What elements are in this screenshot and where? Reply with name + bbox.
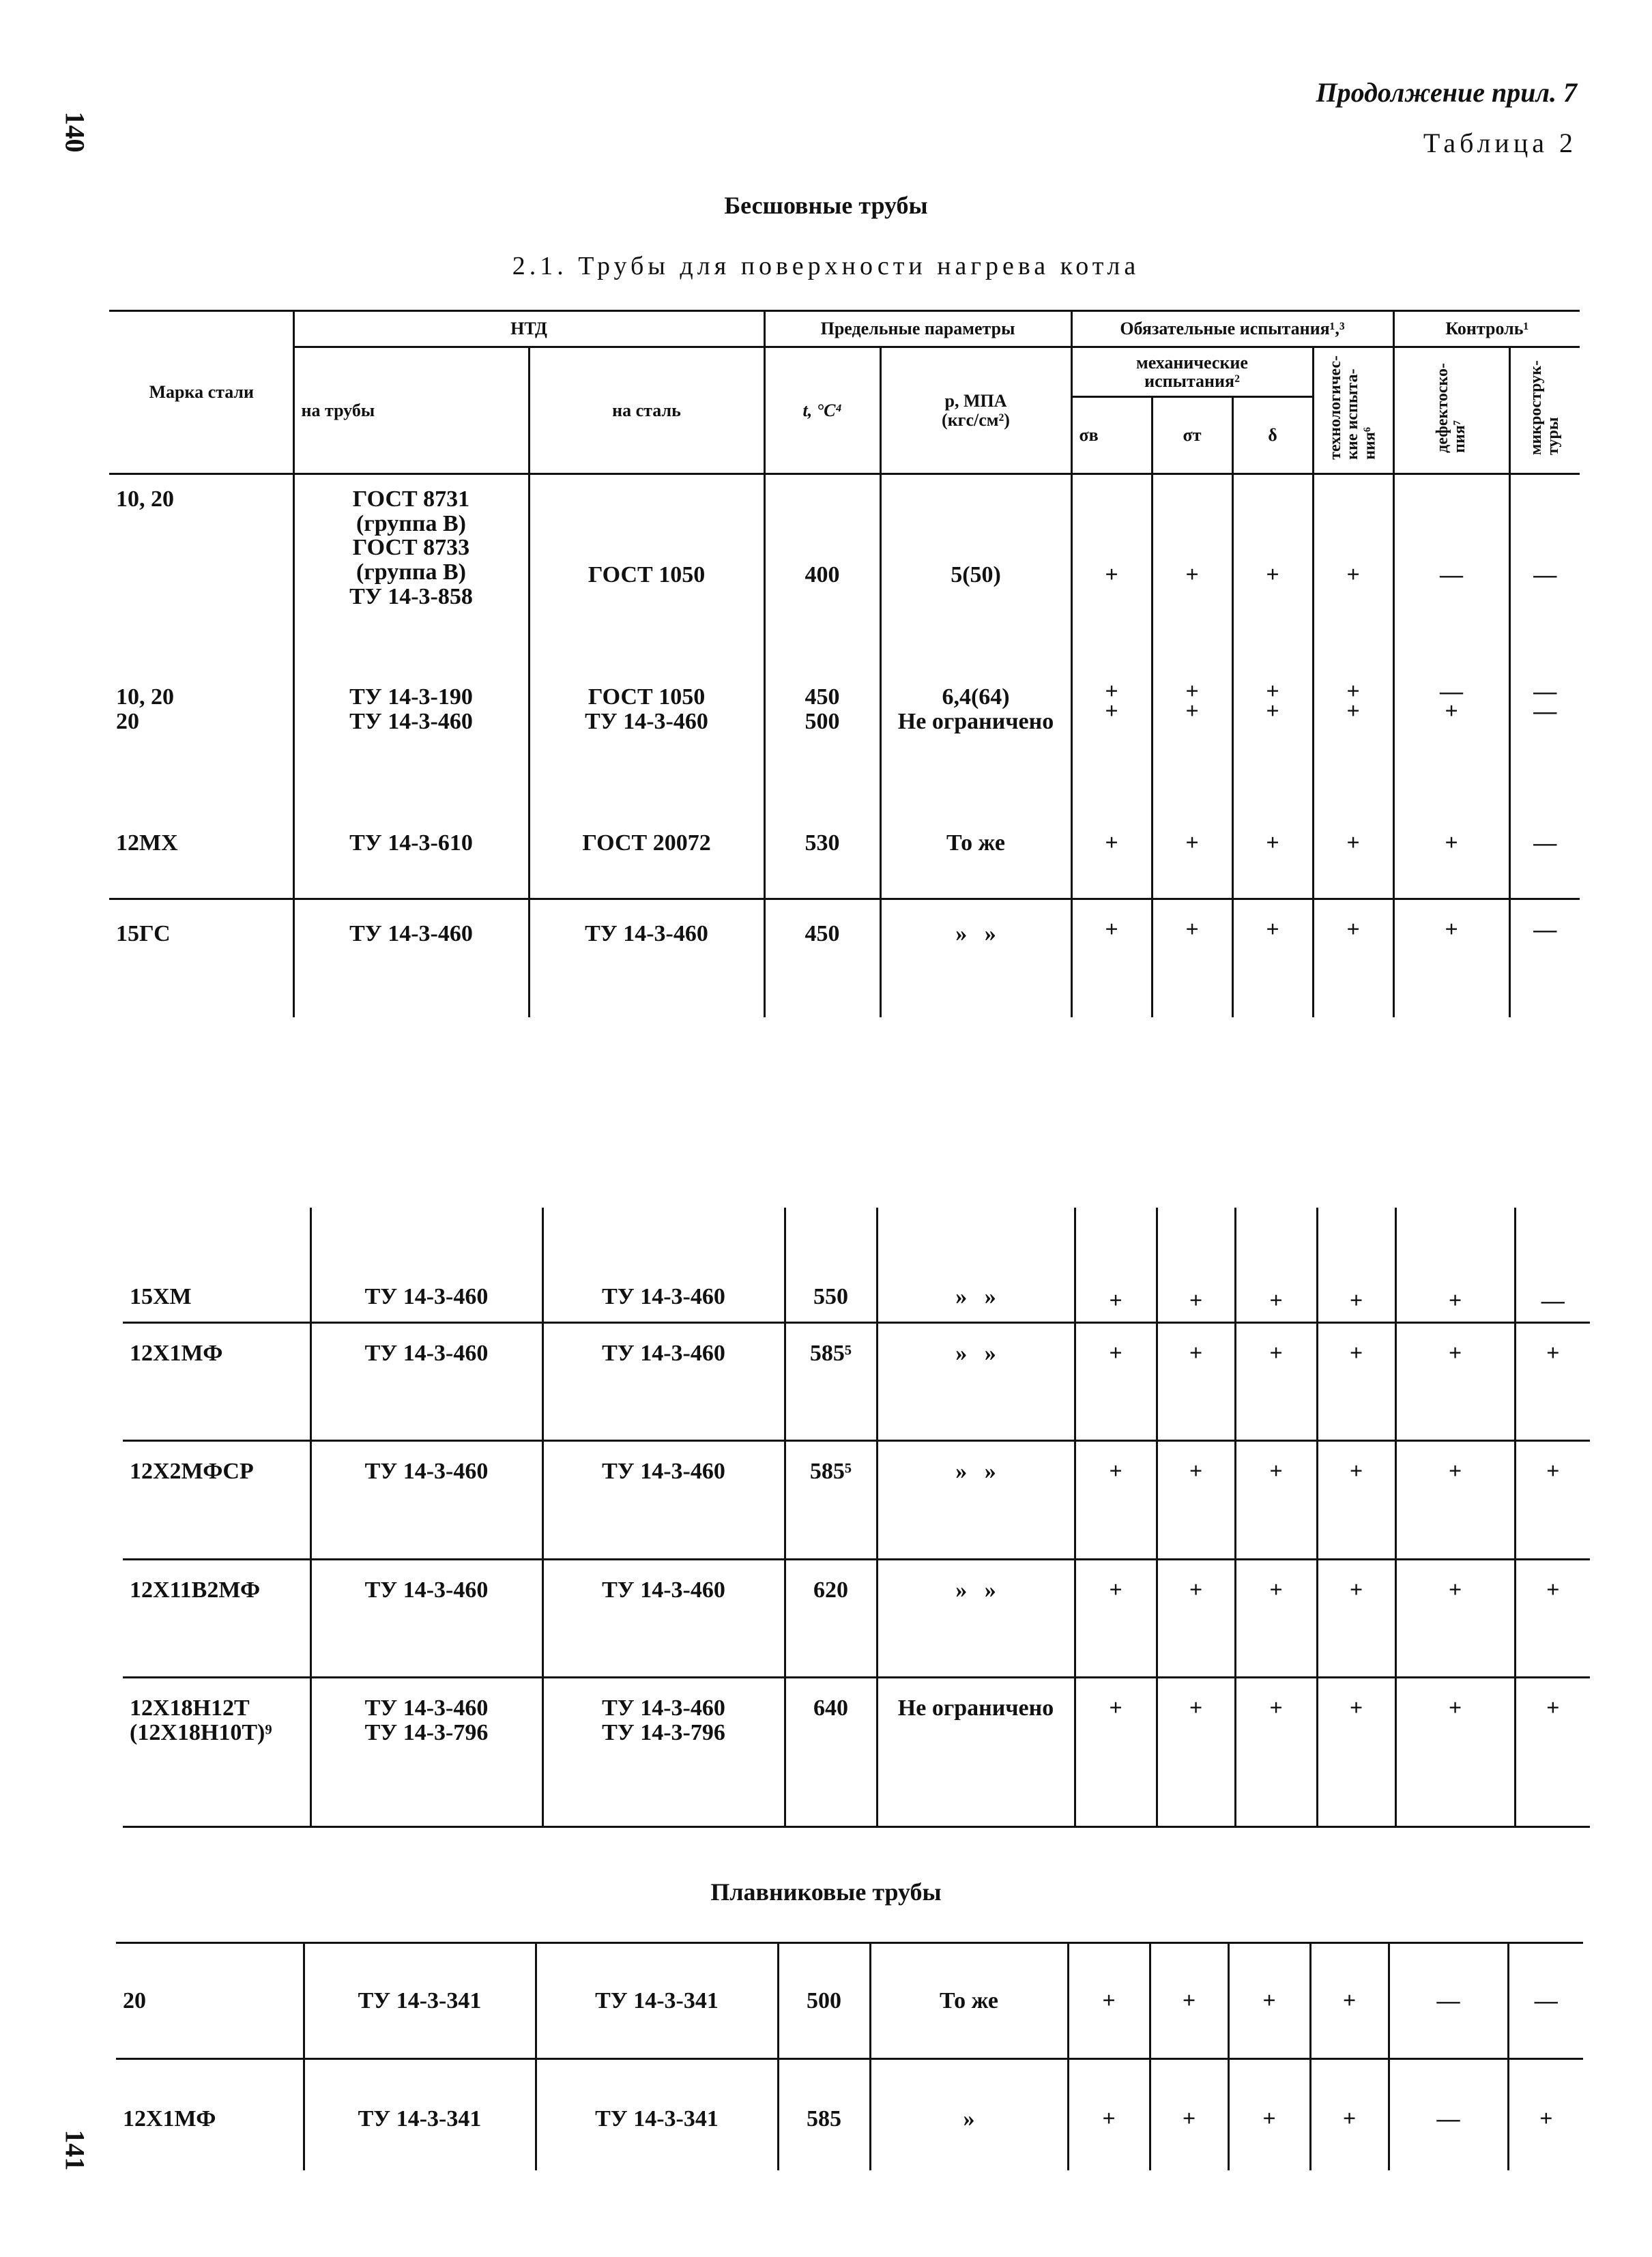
cell-delta: + <box>1228 2068 1310 2170</box>
col-tech <box>1313 347 1393 474</box>
fin-pipes-table <box>116 1942 1583 2170</box>
table-label: Таблица 2 <box>1423 128 1577 158</box>
cell-pressure: То же <box>880 789 1071 899</box>
cell-ntd-steel: ТУ 14-3-460 <box>542 1450 785 1559</box>
cell-defect: — + <box>1393 675 1509 781</box>
cell-ntd-pipes: ГОСТ 8731 (группа В) ГОСТ 8733 (группа В) ТУ 14-3-858 <box>293 483 529 667</box>
cell-micro: + <box>1515 1332 1590 1441</box>
cell-defect: + <box>1395 1332 1515 1441</box>
cell-sigma-t: + <box>1152 483 1232 667</box>
table-row <box>116 1943 1583 2059</box>
cell-sigma-t: + + <box>1152 675 1232 781</box>
cell-ntd-pipes: ТУ 14-3-460 <box>310 1208 542 1322</box>
cell-steel: 12МХ <box>109 789 293 899</box>
cell-ntd-steel: ТУ 14-3-460 <box>542 1569 785 1678</box>
cell-delta: + <box>1235 1208 1317 1322</box>
cell-pressure: » <box>870 2068 1068 2170</box>
cell-steel: 12Х1МФ <box>116 2068 304 2170</box>
cell-ntd-steel: ТУ 14-3-460 <box>542 1208 785 1322</box>
cell-delta: + <box>1235 1569 1317 1678</box>
table-row <box>123 1450 1590 1559</box>
cell-ntd-pipes: ТУ 14-3-460 <box>293 908 529 1017</box>
cell-pressure: » » <box>877 1208 1075 1322</box>
cell-temp: 585⁵ <box>785 1332 877 1441</box>
col-micro <box>1509 347 1580 474</box>
cell-sigma-v: + <box>1071 789 1152 899</box>
cell-temp: 530 <box>764 789 880 899</box>
cell-delta: + <box>1235 1450 1317 1559</box>
col-steel: Марка стали <box>109 311 293 474</box>
cell-defect: + <box>1395 1450 1515 1559</box>
col-pressure: p, МПА (кгс/см²) <box>880 347 1071 474</box>
cell-ntd-steel: ТУ 14-3-341 <box>536 2068 778 2170</box>
cell-tech: + + <box>1313 675 1393 781</box>
fins-title: Плавниковые трубы <box>710 1878 942 1906</box>
cell-ntd-pipes: ТУ 14-3-460 ТУ 14-3-796 <box>310 1687 542 1826</box>
cell-micro: + <box>1508 2068 1583 2170</box>
cell-sigma-t: + <box>1152 789 1232 899</box>
cell-steel: 12Х18Н12Т (12Х18Н10Т)⁹ <box>123 1687 310 1826</box>
cell-micro: — <box>1509 483 1580 667</box>
cell-temp: 450 500 <box>764 675 880 781</box>
cell-delta: + <box>1232 483 1313 667</box>
cell-steel: 12Х1МФ <box>123 1332 310 1441</box>
cell-pressure: » » <box>877 1450 1075 1559</box>
cell-temp: 400 <box>764 483 880 667</box>
cell-delta: + <box>1235 1687 1317 1826</box>
col-micro-label: микрострук- туры <box>1527 360 1563 456</box>
cell-tech: + <box>1317 1208 1395 1322</box>
col-sigma-v: σв <box>1071 397 1152 474</box>
col-temp: t, °C⁴ <box>764 347 880 474</box>
cell-steel: 10, 20 20 <box>109 675 293 781</box>
col-control: Контроль¹ <box>1393 311 1580 347</box>
cell-tech: + <box>1313 789 1393 899</box>
cell-defect: + <box>1395 1569 1515 1678</box>
cell-tech: + <box>1310 1943 1389 2059</box>
cell-ntd-steel: ТУ 14-3-460 <box>542 1332 785 1441</box>
cell-pressure: Не ограничено <box>877 1687 1075 1826</box>
cell-ntd-pipes: ТУ 14-3-341 <box>304 1943 536 2059</box>
col-mandatory: Обязательные испытания¹,³ <box>1071 311 1393 347</box>
cell-sigma-v: + <box>1068 2068 1150 2170</box>
cell-pressure: » » <box>880 908 1071 1017</box>
subsection-title: 2.1. Трубы для поверхности нагрева котла <box>512 252 1140 280</box>
col-tech-label: технологичес- кие испыта- ния⁶ <box>1327 355 1379 461</box>
page-number-top: 140 <box>59 111 91 153</box>
cell-ntd-steel: ГОСТ 1050 ТУ 14-3-460 <box>529 675 764 781</box>
cell-pressure: » » <box>877 1569 1075 1678</box>
pipes-table-part1 <box>109 310 1580 1017</box>
cell-ntd-steel: ТУ 14-3-341 <box>536 1943 778 2059</box>
cell-sigma-v: + + <box>1071 675 1152 781</box>
cell-temp: 585⁵ <box>785 1450 877 1559</box>
table-row <box>109 789 1580 899</box>
cell-temp: 585 <box>778 2068 870 2170</box>
pipes-table-part2 <box>123 1208 1590 1828</box>
cell-ntd-steel: ГОСТ 20072 <box>529 789 764 899</box>
cell-sigma-v: + <box>1071 908 1152 1017</box>
cell-micro: + <box>1515 1569 1590 1678</box>
cell-sigma-t: + <box>1157 1687 1235 1826</box>
cell-delta: + <box>1235 1332 1317 1441</box>
section-title: Бесшовные трубы <box>724 192 928 219</box>
cell-ntd-steel: ТУ 14-3-460 <box>529 908 764 1017</box>
table-row <box>116 2068 1583 2170</box>
cell-defect: + <box>1395 1687 1515 1826</box>
cell-sigma-v: + <box>1075 1687 1157 1826</box>
cell-defect: — <box>1389 1943 1508 2059</box>
col-ntd-steel: на сталь <box>529 347 764 474</box>
cell-sigma-v: + <box>1075 1208 1157 1322</box>
cell-ntd-pipes: ТУ 14-3-460 <box>310 1332 542 1441</box>
cell-micro: — <box>1508 1943 1583 2059</box>
cell-pressure: То же <box>870 1943 1068 2059</box>
cell-sigma-t: + <box>1150 2068 1228 2170</box>
cell-micro: + <box>1515 1450 1590 1559</box>
col-mechanical: механические испытания² <box>1071 347 1313 397</box>
cell-sigma-v: + <box>1075 1569 1157 1678</box>
cell-sigma-v: + <box>1075 1450 1157 1559</box>
cell-defect: — <box>1389 2068 1508 2170</box>
cell-pressure: 6,4(64) Не ограничено <box>880 675 1071 781</box>
cell-tech: + <box>1310 2068 1389 2170</box>
cell-tech: + <box>1317 1687 1395 1826</box>
col-ntd: НТД <box>293 311 764 347</box>
cell-temp: 500 <box>778 1943 870 2059</box>
col-ntd-pipes: на трубы <box>293 347 529 474</box>
cell-steel: 15ХМ <box>123 1208 310 1322</box>
col-defect-label: дефектоско- пия⁷ <box>1433 362 1469 453</box>
cell-sigma-v: + <box>1068 1943 1150 2059</box>
cell-sigma-v: + <box>1075 1332 1157 1441</box>
cell-steel: 12Х11В2МФ <box>123 1569 310 1678</box>
cell-ntd-steel: ТУ 14-3-460 ТУ 14-3-796 <box>542 1687 785 1826</box>
cell-tech: + <box>1317 1332 1395 1441</box>
page-number-bottom: 141 <box>59 2129 91 2171</box>
cell-sigma-t: + <box>1150 1943 1228 2059</box>
col-defect <box>1393 347 1509 474</box>
cell-defect: + <box>1395 1208 1515 1322</box>
cell-delta: + + <box>1232 675 1313 781</box>
table-row <box>123 1332 1590 1441</box>
cell-tech: + <box>1313 908 1393 1017</box>
cell-delta: + <box>1232 789 1313 899</box>
cell-sigma-t: + <box>1157 1450 1235 1559</box>
cell-ntd-pipes: ТУ 14-3-460 <box>310 1450 542 1559</box>
cell-sigma-t: + <box>1157 1332 1235 1441</box>
col-limits: Предельные параметры <box>764 311 1071 347</box>
cell-steel: 15ГС <box>109 908 293 1017</box>
cell-delta: + <box>1232 908 1313 1017</box>
table-row <box>123 1208 1590 1322</box>
cell-ntd-pipes: ТУ 14-3-341 <box>304 2068 536 2170</box>
col-sigma-t: σт <box>1152 397 1232 474</box>
cell-steel: 20 <box>116 1943 304 2059</box>
cell-steel: 10, 20 <box>109 483 293 667</box>
cell-tech: + <box>1317 1450 1395 1559</box>
cell-delta: + <box>1228 1943 1310 2059</box>
cell-tech: + <box>1313 483 1393 667</box>
cell-defect: + <box>1393 789 1509 899</box>
cell-temp: 640 <box>785 1687 877 1826</box>
cell-sigma-t: + <box>1157 1208 1235 1322</box>
table-row <box>109 483 1580 667</box>
cell-tech: + <box>1317 1569 1395 1678</box>
cell-micro: + <box>1515 1687 1590 1826</box>
cell-sigma-t: + <box>1152 908 1232 1017</box>
cell-defect: + <box>1393 908 1509 1017</box>
table-row <box>123 1569 1590 1678</box>
cell-pressure: » » <box>877 1332 1075 1441</box>
cell-defect: — <box>1393 483 1509 667</box>
cell-temp: 450 <box>764 908 880 1017</box>
continuation-note: Продолжение прил. 7 <box>1316 77 1577 108</box>
cell-pressure: 5(50) <box>880 483 1071 667</box>
cell-micro: — <box>1509 908 1580 1017</box>
table-row <box>109 675 1580 781</box>
table-row <box>123 1687 1590 1826</box>
cell-sigma-v: + <box>1071 483 1152 667</box>
cell-ntd-pipes: ТУ 14-3-610 <box>293 789 529 899</box>
cell-sigma-t: + <box>1157 1569 1235 1678</box>
cell-temp: 550 <box>785 1208 877 1322</box>
cell-steel: 12Х2МФСР <box>123 1450 310 1559</box>
cell-ntd-steel: ГОСТ 1050 <box>529 483 764 667</box>
table-row <box>109 908 1580 1017</box>
cell-micro: — <box>1515 1208 1590 1322</box>
cell-micro: — <box>1509 789 1580 899</box>
col-delta: δ <box>1232 397 1313 474</box>
cell-ntd-pipes: ТУ 14-3-190 ТУ 14-3-460 <box>293 675 529 781</box>
cell-temp: 620 <box>785 1569 877 1678</box>
cell-ntd-pipes: ТУ 14-3-460 <box>310 1569 542 1678</box>
cell-micro: — — <box>1509 675 1580 781</box>
